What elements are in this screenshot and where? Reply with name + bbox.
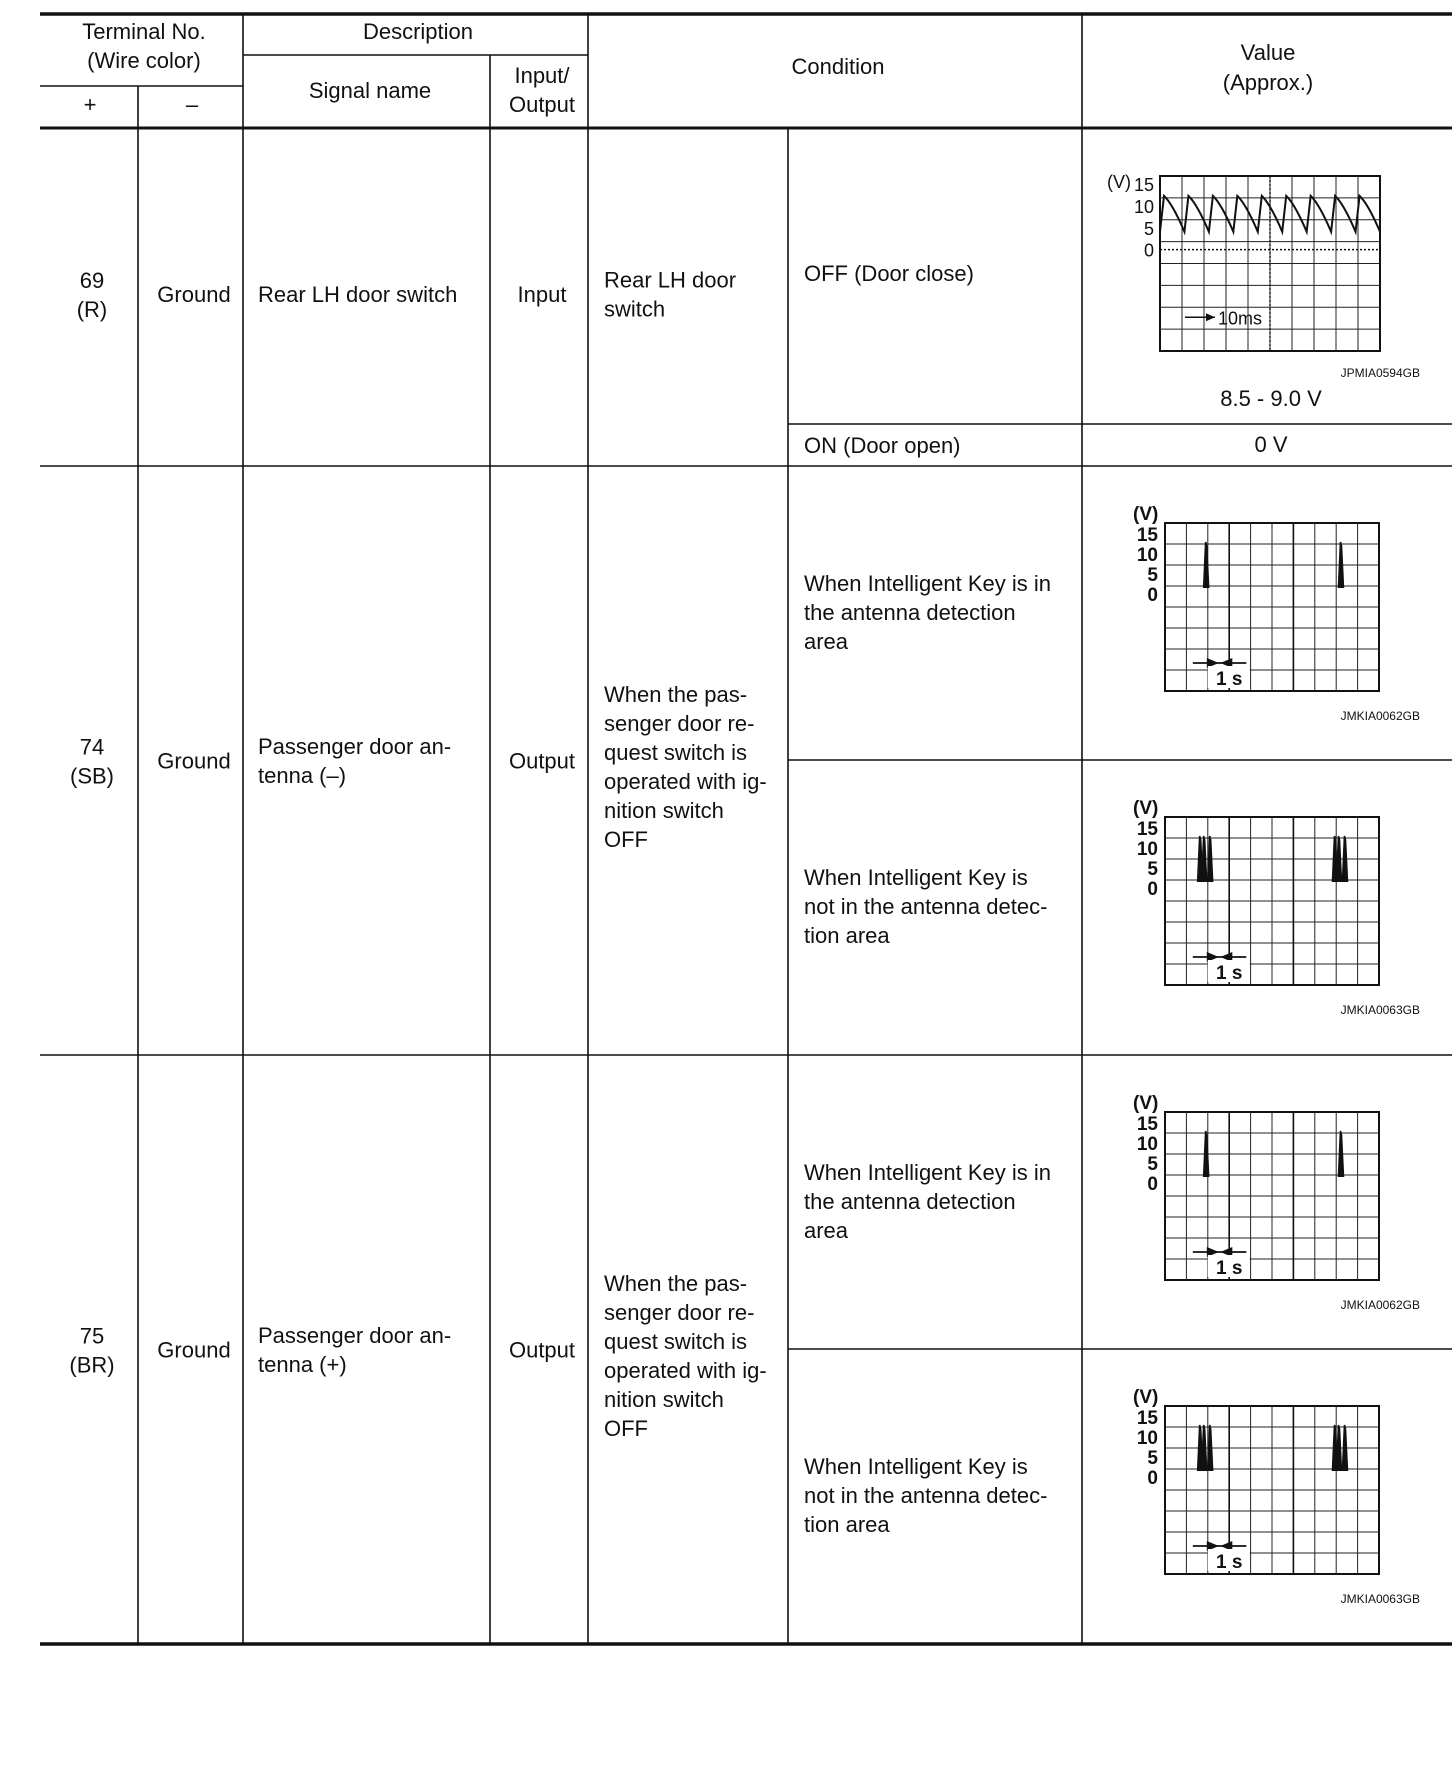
signal-name: Passenger door an- [258, 1323, 452, 1348]
header-signal-name: Signal name [308, 78, 432, 103]
header-value-approx: (Approx.) [1222, 70, 1314, 95]
sub-condition: When Intelligent Key is [804, 1454, 1028, 1479]
header-minus: – [185, 92, 199, 117]
y-tick-label: 15 [1136, 819, 1158, 840]
y-tick-label: 10 [1136, 545, 1158, 566]
y-tick-label: 0 [1147, 1468, 1158, 1489]
y-tick-label: 10 [1136, 839, 1158, 860]
figure-code: JMKIA0062GB [1340, 1298, 1420, 1312]
time-label: 1 s [1215, 669, 1243, 690]
condition-text: nition switch [604, 1387, 724, 1412]
y-tick-label: 0 [1147, 1174, 1158, 1195]
header-plus: + [83, 92, 97, 117]
input-output: Input [517, 282, 567, 307]
pulse-spike [1336, 1425, 1341, 1471]
sub-condition: area [804, 629, 849, 654]
header-input-output: Input/ [514, 63, 570, 88]
sub-condition: When Intelligent Key is [804, 865, 1028, 890]
y-tick-label: 15 [1136, 525, 1158, 546]
y-tick-label: 15 [1136, 1114, 1158, 1135]
header-input-output-2: Output [508, 92, 576, 117]
value-text: 0 V [1254, 432, 1288, 457]
sub-condition: When Intelligent Key is in [804, 571, 1052, 596]
y-tick-label: 15 [1133, 175, 1154, 195]
y-unit: (V) [1133, 1387, 1159, 1408]
time-label: 1 s [1215, 1552, 1243, 1573]
condition-text: OFF [604, 1416, 648, 1441]
header-condition: Condition [791, 54, 885, 79]
y-unit: (V) [1133, 798, 1159, 819]
condition-text: nition switch [604, 798, 724, 823]
figure-code: JPMIA0594GB [1340, 366, 1420, 380]
pulse-spike [1336, 836, 1341, 882]
sub-condition: tion area [804, 1512, 890, 1537]
pulse-spike [1208, 836, 1213, 882]
header-terminal-no: Terminal No. [82, 19, 206, 44]
time-label: 10ms [1218, 308, 1263, 329]
y-tick-label: 5 [1147, 1448, 1158, 1469]
terminal-number: 69 [79, 268, 105, 293]
time-label: 1 s [1215, 1258, 1243, 1279]
condition-text: quest switch is [604, 740, 748, 765]
condition-text: When the pas- [604, 1271, 748, 1296]
pulse-spike [1202, 836, 1207, 882]
condition-text: senger door re- [604, 1300, 755, 1325]
condition-text: senger door re- [604, 711, 755, 736]
y-tick-label: 5 [1147, 565, 1158, 586]
sub-condition: not in the antenna detec- [804, 894, 1048, 919]
header-description: Description [362, 19, 474, 44]
pulse-spike [1208, 1425, 1213, 1471]
figure-code: JMKIA0063GB [1340, 1003, 1420, 1017]
condition-text: quest switch is [604, 1329, 748, 1354]
y-unit: (V) [1133, 1093, 1159, 1114]
pulse-spike [1202, 1425, 1207, 1471]
condition-text: operated with ig- [604, 769, 767, 794]
condition-text: OFF [604, 827, 648, 852]
terminal-number: 75 [79, 1323, 105, 1349]
sub-condition: ON (Door open) [804, 433, 961, 458]
y-tick-label: 0 [1147, 879, 1158, 900]
signal-name: Rear LH door switch [258, 282, 458, 307]
y-tick-label: 5 [1143, 218, 1154, 239]
sub-condition: OFF (Door close) [804, 261, 974, 286]
header-wire-color: (Wire color) [87, 48, 201, 73]
wire-color: (R) [76, 297, 108, 322]
arrow-head-icon [1206, 313, 1215, 321]
triple-pulse-graph [1133, 798, 1420, 1017]
y-tick-label: 15 [1136, 1408, 1158, 1429]
input-output: Output [508, 1337, 576, 1363]
single-pulse-graph [1133, 1093, 1420, 1312]
y-tick-label: 5 [1147, 1154, 1158, 1175]
triple-pulse-graph [1133, 1387, 1420, 1606]
wire-color: (BR) [69, 1352, 115, 1378]
sub-condition: the antenna detection [804, 600, 1016, 625]
wire-color: (SB) [70, 763, 114, 789]
figure-code: JMKIA0062GB [1340, 709, 1420, 723]
y-tick-label: 0 [1147, 585, 1158, 606]
sawtooth-waveform-graph [1107, 172, 1420, 380]
y-tick-label: 10 [1133, 196, 1154, 217]
sub-condition: area [804, 1218, 849, 1243]
header-value: Value [1240, 40, 1296, 65]
input-output: Output [508, 748, 576, 774]
y-unit: (V) [1107, 172, 1131, 192]
y-unit: (V) [1133, 504, 1159, 525]
pulse-spike [1342, 836, 1347, 882]
signal-name: tenna (–) [258, 763, 347, 788]
condition-text: When the pas- [604, 682, 748, 707]
ground-label: Ground [157, 1337, 231, 1363]
value-text: 8.5 - 9.0 V [1220, 386, 1322, 411]
ground-label: Ground [157, 282, 231, 307]
signal-name: Passenger door an- [258, 734, 452, 759]
pulse-spike [1338, 1131, 1343, 1177]
sub-condition: tion area [804, 923, 890, 948]
condition-text: switch [604, 296, 666, 322]
pulse-spike [1342, 1425, 1347, 1471]
signal-name: tenna (+) [258, 1352, 347, 1377]
sub-condition: not in the antenna detec- [804, 1483, 1048, 1508]
y-tick-label: 10 [1136, 1428, 1158, 1449]
figure-code: JMKIA0063GB [1340, 1592, 1420, 1606]
y-tick-label: 0 [1143, 240, 1154, 261]
sub-condition: When Intelligent Key is in [804, 1160, 1052, 1185]
condition-text: Rear LH door [604, 267, 737, 293]
sub-condition: the antenna detection [804, 1189, 1016, 1214]
y-tick-label: 5 [1147, 859, 1158, 880]
ground-label: Ground [157, 748, 231, 774]
condition-text: operated with ig- [604, 1358, 767, 1383]
terminal-number: 74 [79, 734, 105, 760]
y-tick-label: 10 [1136, 1134, 1158, 1155]
single-pulse-graph [1133, 504, 1420, 723]
time-label: 1 s [1215, 963, 1243, 984]
pulse-spike [1338, 542, 1343, 588]
